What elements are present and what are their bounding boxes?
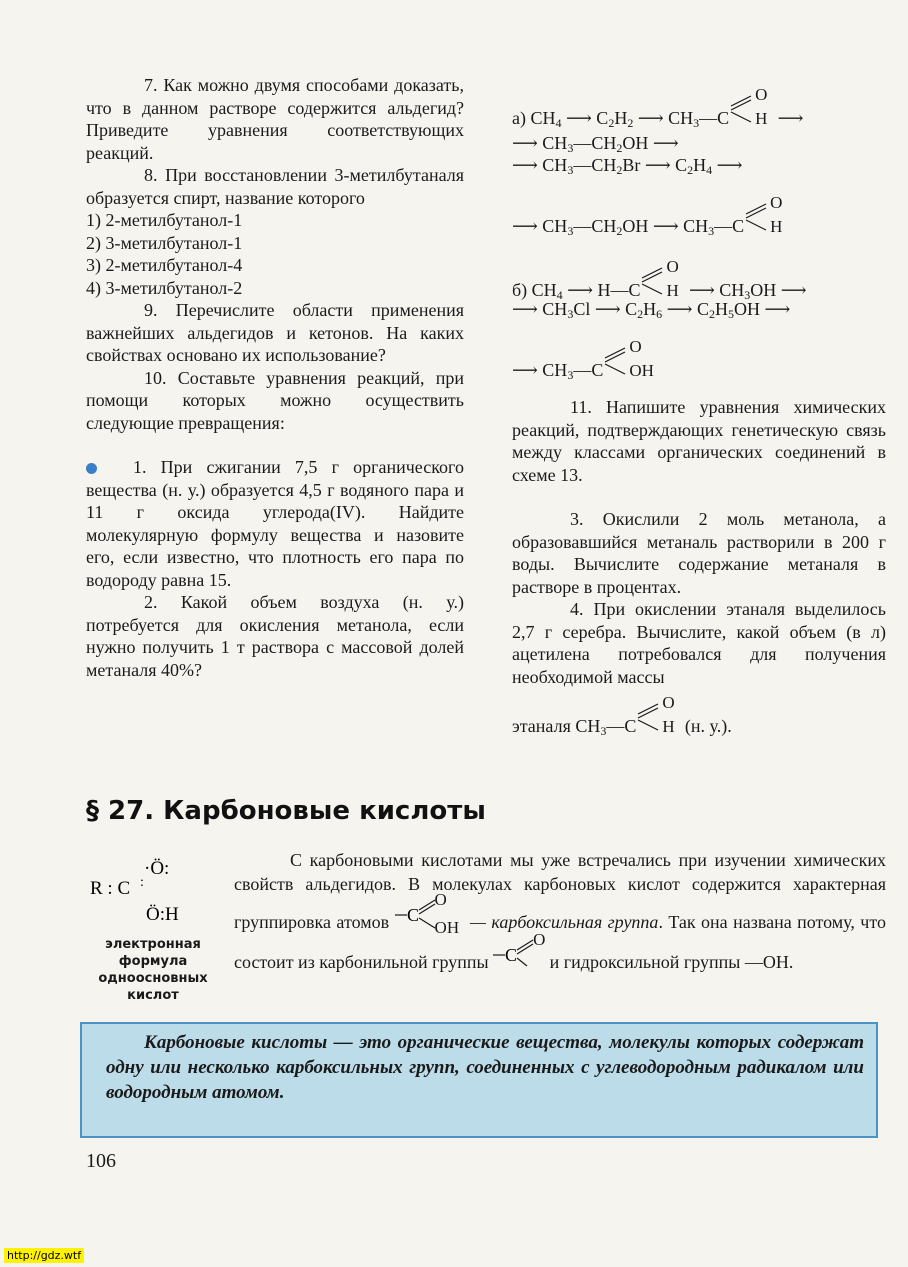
option-2: 2) 3-метилбутанол-1 bbox=[86, 232, 243, 253]
task-4-formula: этаналя $CH_3—C$ O H (н. у.). bbox=[512, 693, 732, 738]
question-10: 10. Составьте уравнения реакций, при помощи которых можно осуществить следующие превращения: bbox=[86, 367, 464, 433]
task-2: 2. Какой объем воздуха (н. у.) потребуется для окисления метанола, если нужно получить 1 т раствора с массовой долей метаналя 40%? bbox=[86, 592, 464, 680]
right-column bbox=[512, 70, 886, 742]
electron-formula-caption: электронная формула одноосновных кислот bbox=[98, 937, 208, 1003]
intro-paragraph: С карбоновыми кислотами мы уже встречались при изучении химических свойств альдегидов. В молекулах карбоновых кислот содержится характерная группировка атомов C O OH — карбоксильная группа. Так она названа потому, что состоит из карбонильной группы C O и гидроксильной группы —OH. bbox=[234, 850, 886, 972]
option-4: 4) 3-метилбутанол-2 bbox=[86, 277, 243, 298]
task-1: 1. При сжигании 7,5 г органического вещества (н. у.) образуется 4,5 г водяного пара и 11 г оксида углерода(IV). Найдите молекулярную формулу вещества и назовите его, если известно, что плотность его пара по водороду равна 15. bbox=[86, 457, 464, 590]
left-column bbox=[86, 74, 464, 681]
task-3: 3. Окислили 2 моль метанола, а образовавшийся метаналь растворили в 200 г воды. Вычислите содержание метаналя в растворе в процентах. bbox=[512, 509, 886, 597]
definition-box bbox=[80, 1022, 878, 1138]
reaction-scheme-a: а) $CH_4$ ⟶ $C_2H_2$ ⟶ $CH_3—C$ O H ⟶ ⟶ $CH_3—CH_2OH$ ⟶ ⟶ $CH_3—CH_2Br$ ⟶ $C_2H_4$ ⟶ ⟶ $CH_3—CH_2OH$ ⟶ $CH_3—C$ O H bbox=[512, 85, 804, 238]
question-11: 11. Напишите уравнения химических реакций, подтверждающих генетическую связь между классами органических соединений в схеме 13. bbox=[512, 397, 886, 485]
svg-text:·Ö:: ·Ö: bbox=[144, 858, 170, 879]
question-9: 9. Перечислите области применения важнейших альдегидов и кетонов. На каких свойствах основано их использование? bbox=[86, 300, 464, 365]
electron-formula-diagram bbox=[88, 850, 218, 930]
definition-text: Карбоновые кислоты — это органические вещества, молекулы которых содержат одну или несколько карбоксильных групп, соединенных с углеводородным радикалом или водородным атомом. bbox=[106, 1032, 864, 1103]
reaction-scheme-b: б) $CH_4$ ⟶ H—C O H ⟶ $CH_3OH$ ⟶ ⟶ $CH_3Cl$ ⟶ $C_2H_6$ ⟶ $C_2H_5OH$ ⟶ ⟶ $CH_3—C$ O OH bbox=[512, 257, 807, 382]
option-1: 1) 2-метилбутанол-1 bbox=[86, 210, 243, 230]
question-8: 8. При восстановлении 3-метилбутаналя образуется спирт, название которого bbox=[86, 165, 464, 208]
page-number: 106 bbox=[86, 1150, 116, 1172]
option-3: 3) 2-метилбутанол-4 bbox=[86, 255, 243, 275]
task-4: 4. При окислении этаналя выделилось 2,7 г серебра. Вычислите, какой объем (в л) ацетилена потребовался для получения необходимой массы bbox=[512, 599, 886, 687]
section-heading: § 27. Карбоновые кислоты bbox=[86, 796, 486, 826]
task-bullet-icon bbox=[86, 463, 97, 474]
svg-text:C: C bbox=[505, 945, 518, 965]
electron-formula bbox=[88, 850, 218, 1003]
question-7: 7. Как можно двумя способами доказать, что в данном растворе содержится альдегид? Приведите уравнения соответствующих реакций. bbox=[86, 75, 464, 163]
svg-text:Ö:H: Ö:H bbox=[146, 904, 179, 925]
svg-text:C: C bbox=[406, 905, 419, 925]
watermark-link[interactable]: http://gdz.wtf bbox=[4, 1248, 84, 1263]
svg-text:R : C: R : C bbox=[90, 878, 131, 899]
svg-text::: : bbox=[140, 875, 144, 890]
